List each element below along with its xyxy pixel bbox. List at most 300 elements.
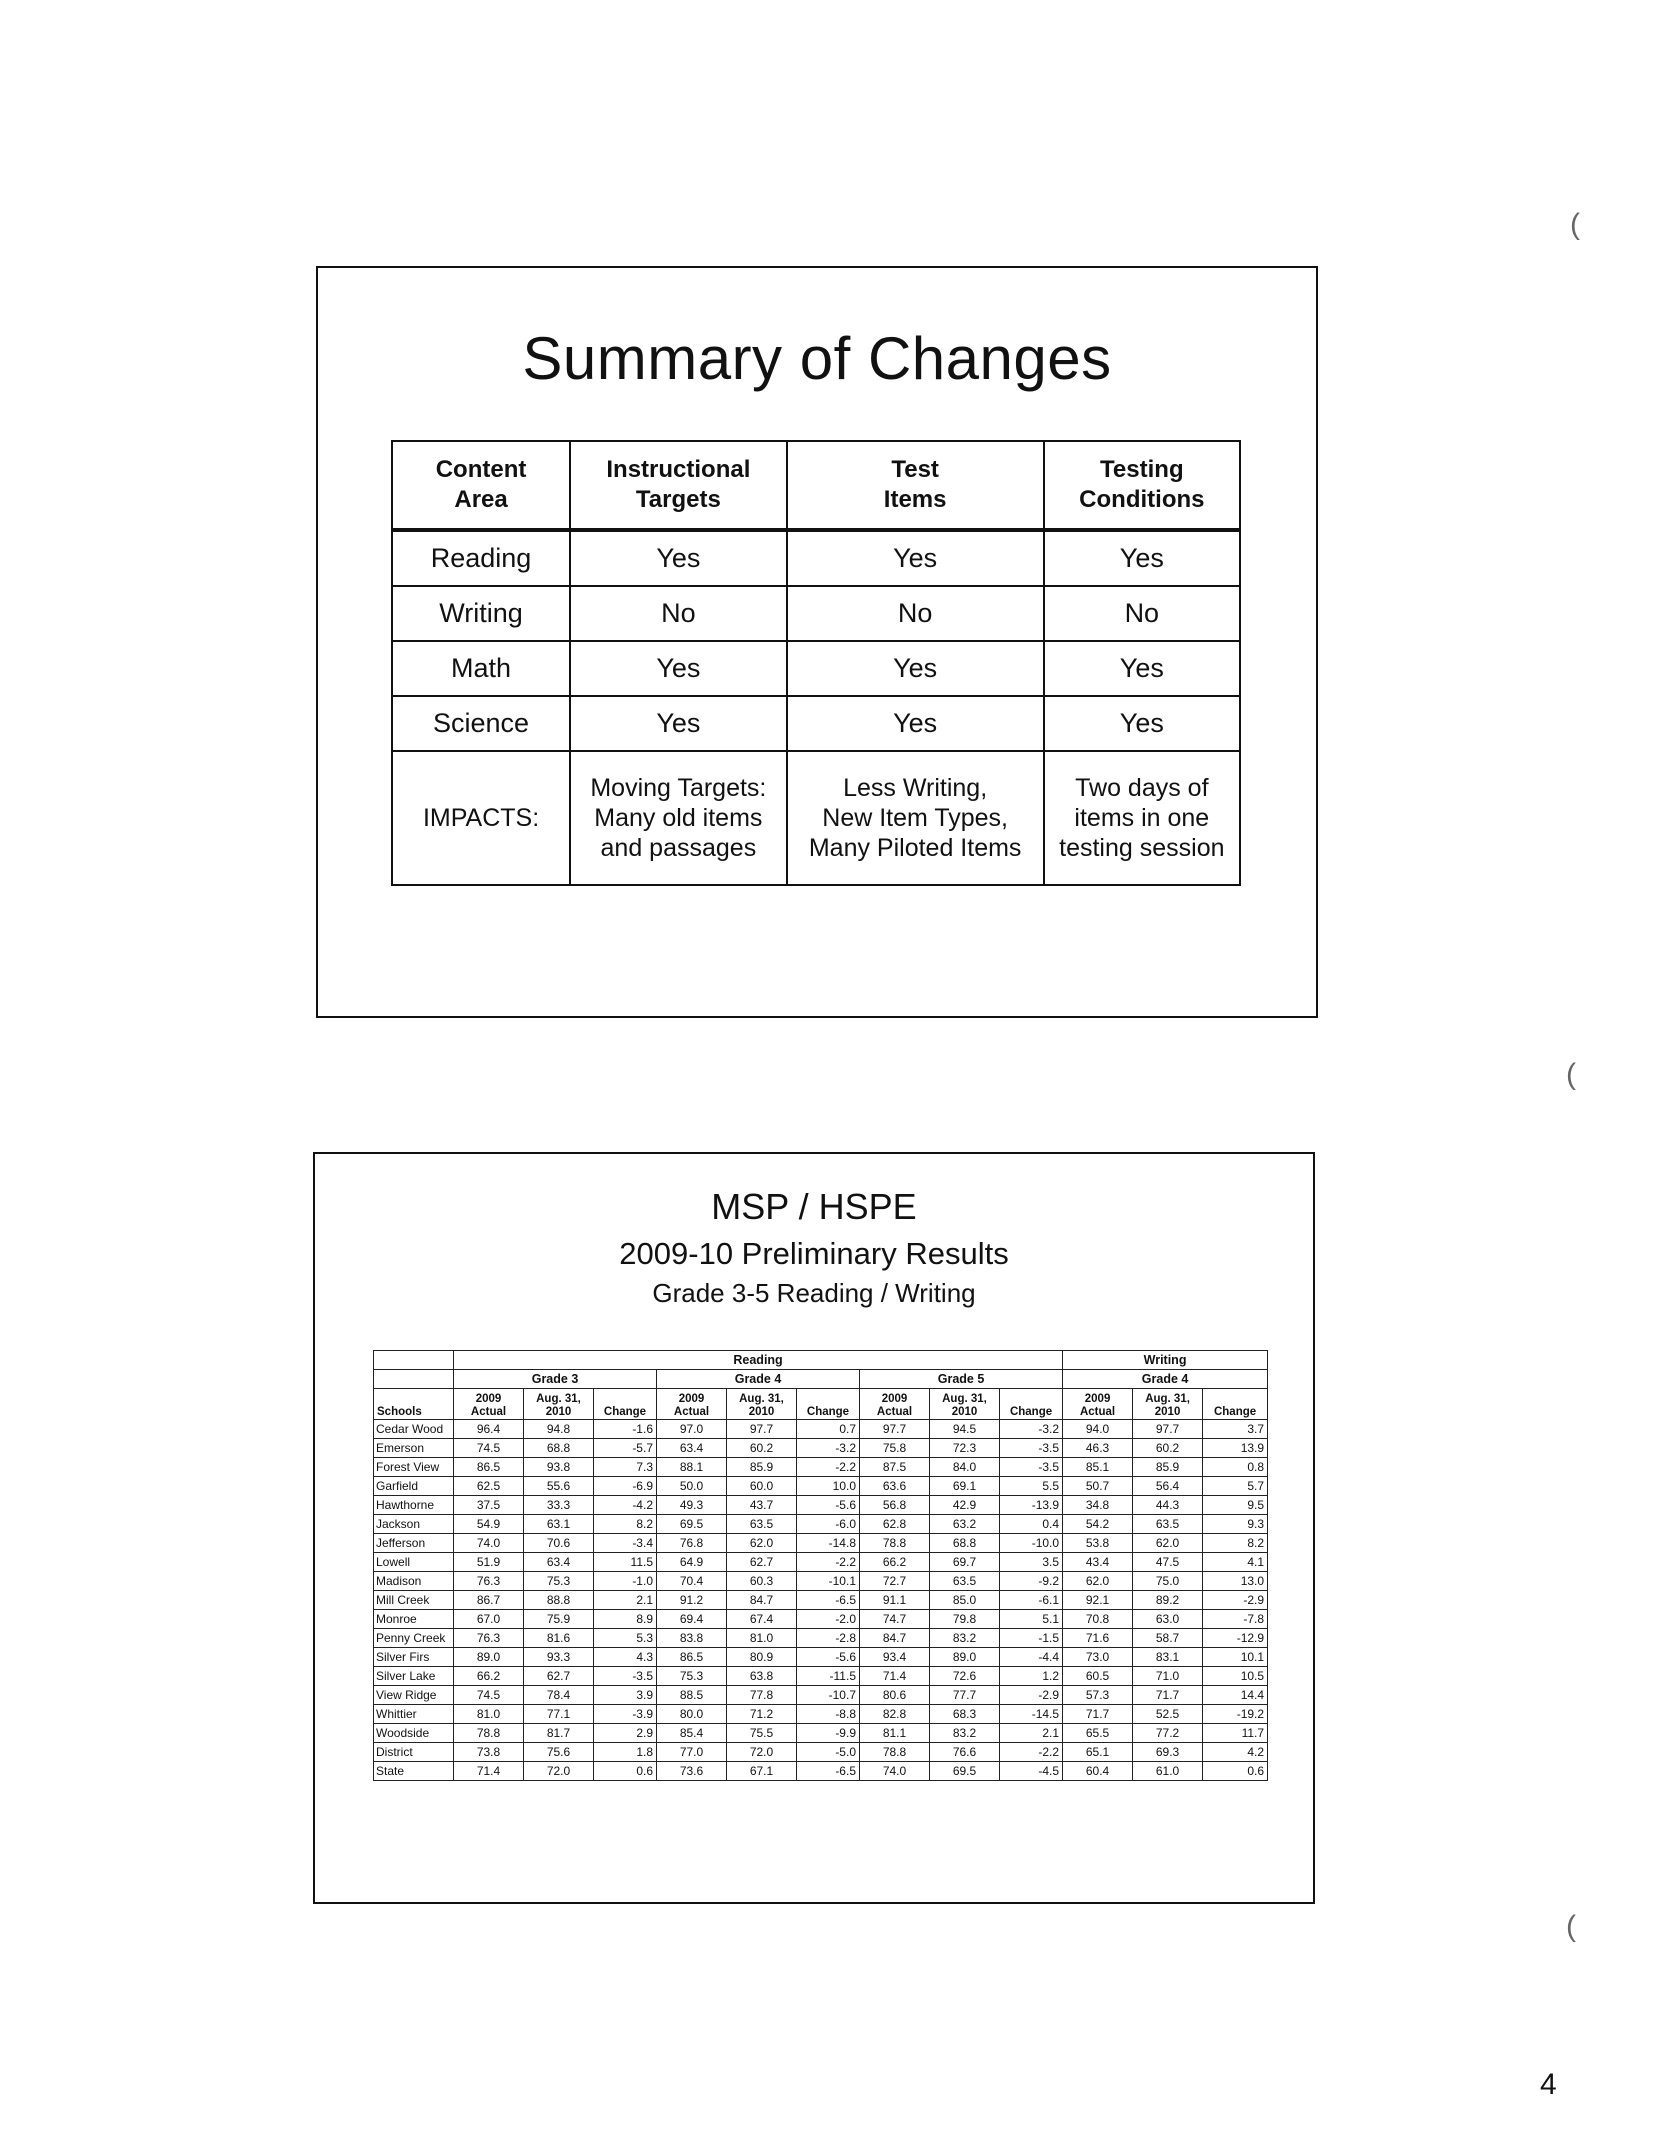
change-cell: 9.5: [1203, 1496, 1268, 1515]
score-cell: 92.1: [1063, 1591, 1133, 1610]
change-cell: 13.0: [1203, 1572, 1268, 1591]
change-cell: 14.4: [1203, 1686, 1268, 1705]
impact-cell: Less Writing, New Item Types, Many Piloted Items: [787, 751, 1044, 885]
score-cell: 65.5: [1063, 1724, 1133, 1743]
results-body: [374, 1420, 1268, 1781]
score-cell: 74.5: [454, 1686, 524, 1705]
change-cell: 4.1: [1203, 1553, 1268, 1572]
table-cell: Yes: [570, 530, 787, 586]
page-number: 4: [1540, 2068, 1557, 2101]
summary-row: [392, 641, 1240, 696]
table-cell: Yes: [1044, 641, 1240, 696]
change-cell: -2.0: [797, 1610, 860, 1629]
score-cell: 60.2: [1133, 1439, 1203, 1458]
change-cell: 1.8: [594, 1743, 657, 1762]
score-cell: 49.3: [657, 1496, 727, 1515]
score-cell: 70.6: [524, 1534, 594, 1553]
change-cell: -4.5: [1000, 1762, 1063, 1781]
table-row: [374, 1458, 1268, 1477]
change-cell: -2.9: [1203, 1591, 1268, 1610]
score-cell: 52.5: [1133, 1705, 1203, 1724]
table-row: [374, 1572, 1268, 1591]
table-cell: No: [570, 586, 787, 641]
score-cell: 85.4: [657, 1724, 727, 1743]
score-cell: 56.4: [1133, 1477, 1203, 1496]
header-testing-conditions: Testing Conditions: [1044, 441, 1240, 530]
score-cell: 96.4: [454, 1420, 524, 1439]
score-cell: 67.1: [727, 1762, 797, 1781]
impact-cell: Moving Targets: Many old items and passages: [570, 751, 787, 885]
table-cell: Yes: [787, 641, 1044, 696]
change-cell: -14.8: [797, 1534, 860, 1553]
column-header: Change: [1203, 1389, 1268, 1420]
summary-row: [392, 530, 1240, 586]
school-name-cell: Whittier: [374, 1705, 454, 1724]
school-name-cell: Forest View: [374, 1458, 454, 1477]
summary-slide: [316, 266, 1318, 1018]
header-instructional-targets: Instructional Targets: [570, 441, 787, 530]
score-cell: 72.0: [524, 1762, 594, 1781]
header-content-area: Content Area: [392, 441, 570, 530]
grade-header: Grade 4: [1063, 1370, 1268, 1389]
change-cell: 3.5: [1000, 1553, 1063, 1572]
score-cell: 33.3: [524, 1496, 594, 1515]
score-cell: 89.0: [454, 1648, 524, 1667]
column-header: Aug. 31, 2010: [524, 1389, 594, 1420]
table-row: [374, 1515, 1268, 1534]
score-cell: 77.1: [524, 1705, 594, 1724]
school-name-cell: District: [374, 1743, 454, 1762]
score-cell: 63.6: [860, 1477, 930, 1496]
table-cell: Yes: [1044, 696, 1240, 751]
score-cell: 78.8: [454, 1724, 524, 1743]
score-cell: 97.0: [657, 1420, 727, 1439]
score-cell: 76.8: [657, 1534, 727, 1553]
change-cell: 0.6: [594, 1762, 657, 1781]
change-cell: -5.7: [594, 1439, 657, 1458]
score-cell: 83.1: [1133, 1648, 1203, 1667]
score-cell: 86.5: [454, 1458, 524, 1477]
change-cell: -14.5: [1000, 1705, 1063, 1724]
grade-header: Grade 5: [860, 1370, 1063, 1389]
score-cell: 88.1: [657, 1458, 727, 1477]
change-cell: -3.2: [1000, 1420, 1063, 1439]
score-cell: 86.7: [454, 1591, 524, 1610]
slide-title: MSP / HSPE: [711, 1186, 917, 1227]
score-cell: 91.1: [860, 1591, 930, 1610]
school-name-cell: Penny Creek: [374, 1629, 454, 1648]
score-cell: 67.4: [727, 1610, 797, 1629]
column-header: Change: [1000, 1389, 1063, 1420]
change-cell: -3.5: [1000, 1458, 1063, 1477]
score-cell: 37.5: [454, 1496, 524, 1515]
school-name-cell: Jefferson: [374, 1534, 454, 1553]
change-cell: 2.1: [594, 1591, 657, 1610]
table-row: [374, 1762, 1268, 1781]
score-cell: 63.4: [657, 1439, 727, 1458]
score-cell: 54.2: [1063, 1515, 1133, 1534]
score-cell: 58.7: [1133, 1629, 1203, 1648]
score-cell: 77.2: [1133, 1724, 1203, 1743]
grade-header: Grade 3: [454, 1370, 657, 1389]
score-cell: 34.8: [1063, 1496, 1133, 1515]
change-cell: -10.1: [797, 1572, 860, 1591]
column-header: Change: [797, 1389, 860, 1420]
score-cell: 89.2: [1133, 1591, 1203, 1610]
school-name-cell: Lowell: [374, 1553, 454, 1572]
change-cell: 2.1: [1000, 1724, 1063, 1743]
change-cell: -3.5: [1000, 1439, 1063, 1458]
score-cell: 62.7: [727, 1553, 797, 1572]
score-cell: 69.7: [930, 1553, 1000, 1572]
score-cell: 56.8: [860, 1496, 930, 1515]
change-cell: -4.2: [594, 1496, 657, 1515]
score-cell: 67.0: [454, 1610, 524, 1629]
score-cell: 72.7: [860, 1572, 930, 1591]
score-cell: 63.1: [524, 1515, 594, 1534]
change-cell: -1.0: [594, 1572, 657, 1591]
change-cell: -3.2: [797, 1439, 860, 1458]
score-cell: 63.5: [930, 1572, 1000, 1591]
table-row: [374, 1477, 1268, 1496]
change-cell: 1.2: [1000, 1667, 1063, 1686]
summary-table: [391, 440, 1241, 886]
slide-title: Summary of Changes: [522, 325, 1112, 392]
change-cell: 0.4: [1000, 1515, 1063, 1534]
change-cell: 10.5: [1203, 1667, 1268, 1686]
score-cell: 46.3: [1063, 1439, 1133, 1458]
score-cell: 60.5: [1063, 1667, 1133, 1686]
change-cell: -10.7: [797, 1686, 860, 1705]
score-cell: 74.7: [860, 1610, 930, 1629]
score-cell: 79.8: [930, 1610, 1000, 1629]
score-cell: 93.3: [524, 1648, 594, 1667]
score-cell: 63.5: [1133, 1515, 1203, 1534]
score-cell: 84.7: [727, 1591, 797, 1610]
score-cell: 62.5: [454, 1477, 524, 1496]
table-row: [374, 1724, 1268, 1743]
column-header: Aug. 31, 2010: [1133, 1389, 1203, 1420]
score-cell: 80.6: [860, 1686, 930, 1705]
score-cell: 63.4: [524, 1553, 594, 1572]
score-cell: 69.3: [1133, 1743, 1203, 1762]
change-cell: -2.2: [797, 1458, 860, 1477]
table-cell: Yes: [570, 696, 787, 751]
score-cell: 75.9: [524, 1610, 594, 1629]
score-cell: 65.1: [1063, 1743, 1133, 1762]
score-cell: 77.0: [657, 1743, 727, 1762]
score-cell: 83.2: [930, 1724, 1000, 1743]
change-cell: -2.2: [1000, 1743, 1063, 1762]
score-cell: 83.2: [930, 1629, 1000, 1648]
score-cell: 51.9: [454, 1553, 524, 1572]
score-cell: 71.0: [1133, 1667, 1203, 1686]
score-cell: 50.0: [657, 1477, 727, 1496]
table-row: [374, 1667, 1268, 1686]
change-cell: 3.9: [594, 1686, 657, 1705]
score-cell: 81.6: [524, 1629, 594, 1648]
column-header: 2009 Actual: [860, 1389, 930, 1420]
change-cell: 5.7: [1203, 1477, 1268, 1496]
score-cell: 66.2: [454, 1667, 524, 1686]
score-cell: 60.4: [1063, 1762, 1133, 1781]
score-cell: 63.2: [930, 1515, 1000, 1534]
score-cell: 71.6: [1063, 1629, 1133, 1648]
score-cell: 74.0: [454, 1534, 524, 1553]
change-cell: -6.5: [797, 1591, 860, 1610]
change-cell: -6.5: [797, 1762, 860, 1781]
schools-header: Schools: [374, 1389, 454, 1420]
subject-header-row: [374, 1351, 1268, 1370]
change-cell: 0.7: [797, 1420, 860, 1439]
change-cell: 11.7: [1203, 1724, 1268, 1743]
score-cell: 70.8: [1063, 1610, 1133, 1629]
school-name-cell: Emerson: [374, 1439, 454, 1458]
score-cell: 72.0: [727, 1743, 797, 1762]
score-cell: 68.8: [930, 1534, 1000, 1553]
score-cell: 73.8: [454, 1743, 524, 1762]
table-cell: Yes: [570, 641, 787, 696]
table-row: [374, 1591, 1268, 1610]
school-name-cell: Silver Firs: [374, 1648, 454, 1667]
score-cell: 74.0: [860, 1762, 930, 1781]
table-row: [374, 1686, 1268, 1705]
score-cell: 75.0: [1133, 1572, 1203, 1591]
summary-row: [392, 586, 1240, 641]
table-row: [374, 1629, 1268, 1648]
score-cell: 68.3: [930, 1705, 1000, 1724]
school-name-cell: Woodside: [374, 1724, 454, 1743]
change-cell: 13.9: [1203, 1439, 1268, 1458]
score-cell: 81.1: [860, 1724, 930, 1743]
score-cell: 85.9: [1133, 1458, 1203, 1477]
score-cell: 69.1: [930, 1477, 1000, 1496]
change-cell: 7.3: [594, 1458, 657, 1477]
change-cell: 0.6: [1203, 1762, 1268, 1781]
score-cell: 78.8: [860, 1743, 930, 1762]
score-cell: 75.6: [524, 1743, 594, 1762]
content-area-cell: Science: [392, 696, 570, 751]
change-cell: 10.1: [1203, 1648, 1268, 1667]
change-cell: -2.9: [1000, 1686, 1063, 1705]
score-cell: 88.5: [657, 1686, 727, 1705]
slide-subtitle: 2009-10 Preliminary Results: [619, 1236, 1009, 1271]
score-cell: 44.3: [1133, 1496, 1203, 1515]
table-cell: No: [1044, 586, 1240, 641]
change-cell: -19.2: [1203, 1705, 1268, 1724]
score-cell: 74.5: [454, 1439, 524, 1458]
score-cell: 88.8: [524, 1591, 594, 1610]
score-cell: 71.2: [727, 1705, 797, 1724]
score-cell: 77.7: [930, 1686, 1000, 1705]
score-cell: 57.3: [1063, 1686, 1133, 1705]
table-row: [374, 1553, 1268, 1572]
score-cell: 76.6: [930, 1743, 1000, 1762]
change-cell: -5.6: [797, 1496, 860, 1515]
school-name-cell: Cedar Wood: [374, 1420, 454, 1439]
score-cell: 97.7: [860, 1420, 930, 1439]
change-cell: -8.8: [797, 1705, 860, 1724]
score-cell: 93.4: [860, 1648, 930, 1667]
table-row: [374, 1648, 1268, 1667]
change-cell: 4.2: [1203, 1743, 1268, 1762]
results-table: [373, 1350, 1268, 1781]
change-cell: 8.2: [1203, 1534, 1268, 1553]
score-cell: 71.4: [860, 1667, 930, 1686]
table-row: [374, 1420, 1268, 1439]
table-row: [374, 1496, 1268, 1515]
score-cell: 76.3: [454, 1572, 524, 1591]
score-cell: 60.0: [727, 1477, 797, 1496]
score-cell: 62.8: [860, 1515, 930, 1534]
change-cell: 5.3: [594, 1629, 657, 1648]
score-cell: 69.4: [657, 1610, 727, 1629]
score-cell: 50.7: [1063, 1477, 1133, 1496]
change-cell: -11.5: [797, 1667, 860, 1686]
grade-header: Grade 4: [657, 1370, 860, 1389]
change-cell: 8.2: [594, 1515, 657, 1534]
slide-subtitle-grades: Grade 3-5 Reading / Writing: [652, 1278, 976, 1308]
score-cell: 71.4: [454, 1762, 524, 1781]
score-cell: 63.8: [727, 1667, 797, 1686]
score-cell: 85.0: [930, 1591, 1000, 1610]
impacts-label: IMPACTS:: [392, 751, 570, 885]
score-cell: 54.9: [454, 1515, 524, 1534]
score-cell: 71.7: [1133, 1686, 1203, 1705]
score-cell: 77.8: [727, 1686, 797, 1705]
score-cell: 68.8: [524, 1439, 594, 1458]
score-cell: 85.1: [1063, 1458, 1133, 1477]
score-cell: 76.3: [454, 1629, 524, 1648]
change-cell: -5.6: [797, 1648, 860, 1667]
score-cell: 61.0: [1133, 1762, 1203, 1781]
column-header: Aug. 31, 2010: [727, 1389, 797, 1420]
score-cell: 71.7: [1063, 1705, 1133, 1724]
content-area-cell: Writing: [392, 586, 570, 641]
change-cell: 5.5: [1000, 1477, 1063, 1496]
change-cell: 8.9: [594, 1610, 657, 1629]
score-cell: 47.5: [1133, 1553, 1203, 1572]
school-name-cell: Silver Lake: [374, 1667, 454, 1686]
change-cell: -2.8: [797, 1629, 860, 1648]
column-header: 2009 Actual: [1063, 1389, 1133, 1420]
corner-cell: [374, 1351, 454, 1370]
change-cell: -3.5: [594, 1667, 657, 1686]
change-cell: -6.0: [797, 1515, 860, 1534]
change-cell: -4.4: [1000, 1648, 1063, 1667]
score-cell: 84.7: [860, 1629, 930, 1648]
score-cell: 66.2: [860, 1553, 930, 1572]
score-cell: 80.0: [657, 1705, 727, 1724]
score-cell: 62.0: [1133, 1534, 1203, 1553]
change-cell: -12.9: [1203, 1629, 1268, 1648]
score-cell: 69.5: [930, 1762, 1000, 1781]
change-cell: -3.9: [594, 1705, 657, 1724]
score-cell: 73.0: [1063, 1648, 1133, 1667]
table-row: [374, 1534, 1268, 1553]
change-cell: -10.0: [1000, 1534, 1063, 1553]
column-header: Aug. 31, 2010: [930, 1389, 1000, 1420]
change-cell: 2.9: [594, 1724, 657, 1743]
score-cell: 63.0: [1133, 1610, 1203, 1629]
score-cell: 64.9: [657, 1553, 727, 1572]
score-cell: 53.8: [1063, 1534, 1133, 1553]
score-cell: 62.0: [1063, 1572, 1133, 1591]
school-name-cell: Garfield: [374, 1477, 454, 1496]
score-cell: 60.2: [727, 1439, 797, 1458]
change-cell: 5.1: [1000, 1610, 1063, 1629]
table-cell: Yes: [787, 530, 1044, 586]
change-cell: -6.9: [594, 1477, 657, 1496]
table-row: [374, 1439, 1268, 1458]
score-cell: 81.0: [454, 1705, 524, 1724]
change-cell: -13.9: [1000, 1496, 1063, 1515]
score-cell: 72.3: [930, 1439, 1000, 1458]
school-name-cell: Madison: [374, 1572, 454, 1591]
score-cell: 81.7: [524, 1724, 594, 1743]
change-cell: 10.0: [797, 1477, 860, 1496]
column-header: Change: [594, 1389, 657, 1420]
header-test-items: Test Items: [787, 441, 1044, 530]
score-cell: 78.4: [524, 1686, 594, 1705]
score-cell: 97.7: [1133, 1420, 1203, 1439]
score-cell: 69.5: [657, 1515, 727, 1534]
summary-header-row: [392, 441, 1240, 530]
score-cell: 85.9: [727, 1458, 797, 1477]
column-header-row: [374, 1389, 1268, 1420]
column-header: 2009 Actual: [657, 1389, 727, 1420]
score-cell: 97.7: [727, 1420, 797, 1439]
change-cell: -1.6: [594, 1420, 657, 1439]
table-row: [374, 1610, 1268, 1629]
score-cell: 91.2: [657, 1591, 727, 1610]
table-cell: Yes: [787, 696, 1044, 751]
impact-cell: Two days of items in one testing session: [1044, 751, 1240, 885]
score-cell: 43.4: [1063, 1553, 1133, 1572]
score-cell: 84.0: [930, 1458, 1000, 1477]
score-cell: 82.8: [860, 1705, 930, 1724]
table-cell: No: [787, 586, 1044, 641]
change-cell: 9.3: [1203, 1515, 1268, 1534]
school-name-cell: View Ridge: [374, 1686, 454, 1705]
score-cell: 75.5: [727, 1724, 797, 1743]
change-cell: 11.5: [594, 1553, 657, 1572]
score-cell: 80.9: [727, 1648, 797, 1667]
score-cell: 63.5: [727, 1515, 797, 1534]
corner-cell: [374, 1370, 454, 1389]
change-cell: -6.1: [1000, 1591, 1063, 1610]
change-cell: -5.0: [797, 1743, 860, 1762]
impacts-row: [392, 751, 1240, 885]
score-cell: 75.8: [860, 1439, 930, 1458]
margin-paren-mark: (: [1566, 1058, 1576, 1091]
margin-paren-mark: (: [1570, 208, 1580, 241]
score-cell: 86.5: [657, 1648, 727, 1667]
table-row: [374, 1705, 1268, 1724]
score-cell: 43.7: [727, 1496, 797, 1515]
change-cell: 3.7: [1203, 1420, 1268, 1439]
change-cell: -1.5: [1000, 1629, 1063, 1648]
change-cell: -2.2: [797, 1553, 860, 1572]
score-cell: 83.8: [657, 1629, 727, 1648]
score-cell: 89.0: [930, 1648, 1000, 1667]
score-cell: 42.9: [930, 1496, 1000, 1515]
writing-header: Writing: [1063, 1351, 1268, 1370]
score-cell: 94.5: [930, 1420, 1000, 1439]
score-cell: 93.8: [524, 1458, 594, 1477]
score-cell: 94.0: [1063, 1420, 1133, 1439]
grade-header-row: [374, 1370, 1268, 1389]
